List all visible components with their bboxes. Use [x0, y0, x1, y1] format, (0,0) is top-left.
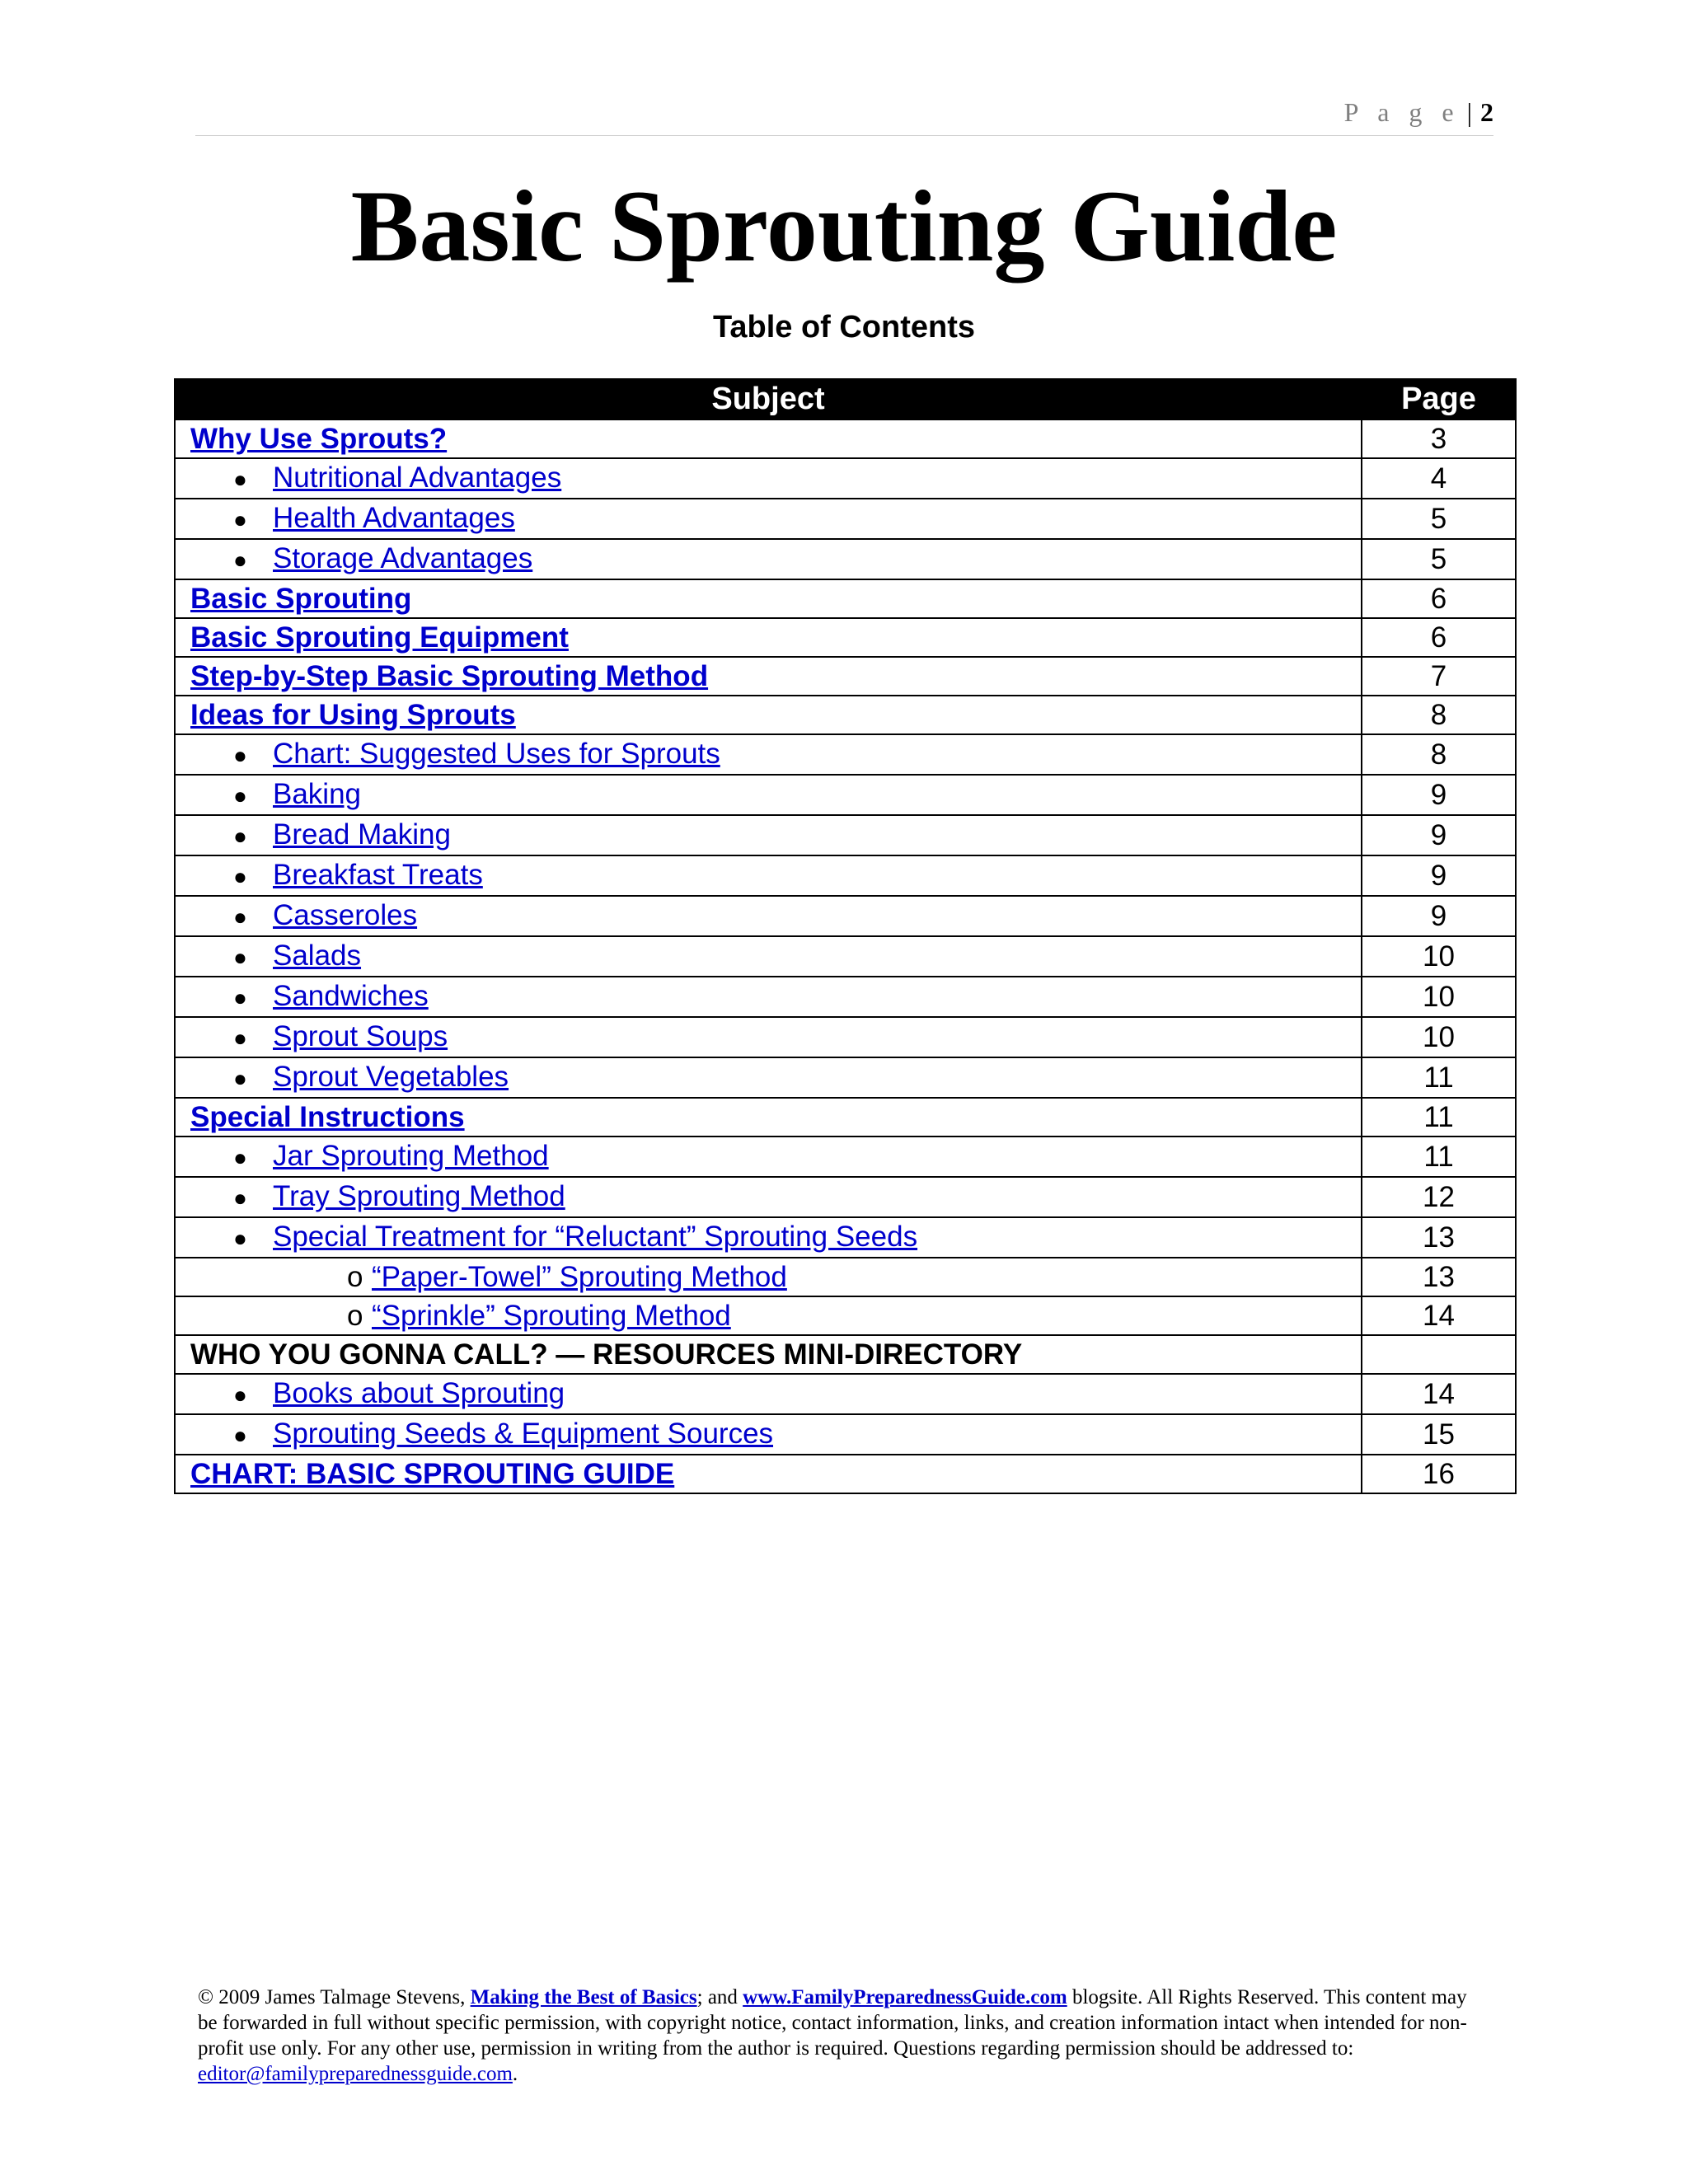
toc-page-cell: 13	[1362, 1217, 1516, 1258]
toc-subject-cell	[175, 1296, 1362, 1335]
toc-link[interactable]: CHART: BASIC SPROUTING GUIDE	[190, 1458, 675, 1490]
toc-page-cell: 9	[1362, 896, 1516, 936]
bullet-icon: ●	[233, 466, 247, 492]
table-row	[175, 855, 1516, 896]
toc-link[interactable]: Special Instructions	[190, 1101, 465, 1133]
column-header-subject: Subject	[175, 379, 1362, 419]
footer-text: blogsite. All Rights Reserved. This content may be forwarded in full without specific permission, with copyright notice, contact information, links, and creation information intact when intended for non-profit use only. For any other use, permission in writing from the author is required. Questions regarding permission should be addressed to:	[198, 1986, 1467, 2060]
toc-subject-cell	[175, 1335, 1362, 1374]
toc-subject-cell	[175, 499, 1362, 539]
bullet-icon: ●	[233, 1185, 247, 1211]
table-row	[175, 458, 1516, 499]
toc-subject-cell	[175, 855, 1362, 896]
toc-subject-cell	[175, 1217, 1362, 1258]
footer-text: .	[512, 2063, 518, 2085]
table-row	[175, 1137, 1516, 1177]
table-row	[175, 734, 1516, 775]
toc-subject-cell	[175, 1455, 1362, 1493]
table-row	[175, 1335, 1516, 1374]
copyright-footer	[198, 1985, 1484, 2087]
footer-book-link[interactable]: Making the Best of Basics	[470, 1986, 697, 2008]
table-row	[175, 1296, 1516, 1335]
bullet-icon: ●	[233, 743, 247, 768]
toc-link[interactable]: Breakfast Treats	[273, 859, 483, 891]
footer-website-link[interactable]: www.FamilyPreparednessGuide.com	[743, 1986, 1067, 2008]
toc-link[interactable]: Books about Sprouting	[273, 1377, 565, 1409]
toc-subject-cell	[175, 977, 1362, 1017]
toc-link[interactable]: Step-by-Step Basic Sprouting Method	[190, 660, 709, 692]
bullet-icon: ●	[233, 985, 247, 1010]
toc-link[interactable]: Health Advantages	[273, 502, 515, 534]
bullet-icon: ●	[233, 1145, 247, 1170]
toc-subject-cell	[175, 1258, 1362, 1296]
toc-subject-cell	[175, 1414, 1362, 1455]
toc-page-cell: 9	[1362, 855, 1516, 896]
toc-subject-cell	[175, 1374, 1362, 1414]
toc-link[interactable]: Storage Advantages	[273, 542, 533, 574]
table-row	[175, 896, 1516, 936]
toc-link[interactable]: Chart: Suggested Uses for Sprouts	[273, 738, 720, 770]
table-row	[175, 1455, 1516, 1493]
toc-page-cell: 6	[1362, 618, 1516, 657]
page-separator: |	[1466, 97, 1472, 127]
table-row	[175, 1177, 1516, 1217]
toc-page-cell: 9	[1362, 815, 1516, 855]
toc-subject-cell	[175, 815, 1362, 855]
table-of-contents	[174, 378, 1517, 1494]
toc-page-cell: 11	[1362, 1137, 1516, 1177]
table-row	[175, 1098, 1516, 1137]
bullet-icon: ●	[233, 1422, 247, 1448]
toc-subject-cell	[175, 1057, 1362, 1098]
toc-link[interactable]: Casseroles	[273, 899, 418, 931]
toc-page-cell: 5	[1362, 499, 1516, 539]
toc-link[interactable]: Special Treatment for “Reluctant” Sprouting Seeds	[273, 1221, 918, 1253]
toc-page-cell: 11	[1362, 1057, 1516, 1098]
toc-link[interactable]: Bread Making	[273, 818, 451, 851]
toc-link[interactable]: Why Use Sprouts?	[190, 423, 448, 455]
toc-subject-cell	[175, 1017, 1362, 1057]
toc-link[interactable]: Ideas for Using Sprouts	[190, 699, 516, 731]
toc-subject-cell	[175, 458, 1362, 499]
circle-bullet-icon: o	[347, 1261, 363, 1293]
table-row	[175, 419, 1516, 458]
toc-link[interactable]: Salads	[273, 940, 362, 972]
table-row	[175, 936, 1516, 977]
toc-page-cell: 11	[1362, 1098, 1516, 1137]
toc-link[interactable]: Sprout Soups	[273, 1020, 448, 1052]
footer-email-link[interactable]: editor@familypreparednessguide.com	[198, 2063, 513, 2085]
toc-page-cell: 6	[1362, 579, 1516, 618]
footer-text: © 2009 James Talmage Stevens,	[198, 1986, 471, 2008]
bullet-icon: ●	[233, 783, 247, 808]
table-row	[175, 815, 1516, 855]
bullet-icon: ●	[233, 904, 247, 930]
toc-subject-cell	[175, 1137, 1362, 1177]
toc-page-cell: 7	[1362, 657, 1516, 696]
toc-subject-cell	[175, 1177, 1362, 1217]
toc-page-cell: 4	[1362, 458, 1516, 499]
toc-page-cell: 15	[1362, 1414, 1516, 1455]
toc-page-cell: 13	[1362, 1258, 1516, 1296]
toc-link[interactable]: Jar Sprouting Method	[273, 1140, 549, 1172]
toc-subject-cell	[175, 657, 1362, 696]
table-row	[175, 977, 1516, 1017]
bullet-icon: ●	[233, 1066, 247, 1091]
table-row	[175, 1374, 1516, 1414]
table-row	[175, 1414, 1516, 1455]
table-row	[175, 1017, 1516, 1057]
table-row	[175, 539, 1516, 579]
table-row	[175, 579, 1516, 618]
toc-subject-cell	[175, 618, 1362, 657]
toc-link[interactable]: Basic Sprouting	[190, 583, 412, 615]
toc-page-cell: 8	[1362, 734, 1516, 775]
document-subtitle: Table of Contents	[712, 310, 976, 344]
toc-subject-cell	[175, 1098, 1362, 1137]
toc-page-cell: 10	[1362, 977, 1516, 1017]
toc-subject-cell	[175, 696, 1362, 734]
toc-page-cell: 9	[1362, 775, 1516, 815]
toc-link[interactable]: Sprouting Seeds & Equipment Sources	[273, 1418, 774, 1450]
table-row	[175, 775, 1516, 815]
toc-header-row	[175, 379, 1516, 419]
toc-page-cell: 5	[1362, 539, 1516, 579]
footer-text: ; and	[696, 1986, 743, 2008]
bullet-icon: ●	[233, 1382, 247, 1408]
page-header	[195, 97, 1493, 136]
toc-page-cell: 16	[1362, 1455, 1516, 1493]
toc-subject-cell	[175, 896, 1362, 936]
page-label: P a g e	[1343, 97, 1461, 127]
toc-subject-cell	[175, 539, 1362, 579]
table-row	[175, 499, 1516, 539]
toc-page-cell: 10	[1362, 936, 1516, 977]
table-row	[175, 1217, 1516, 1258]
toc-page-cell: 3	[1362, 419, 1516, 458]
toc-page-cell	[1362, 1335, 1516, 1374]
table-row	[175, 696, 1516, 734]
bullet-icon: ●	[233, 823, 247, 849]
toc-link[interactable]: Tray Sprouting Method	[273, 1180, 565, 1212]
toc-page-cell: 8	[1362, 696, 1516, 734]
bullet-icon: ●	[233, 1226, 247, 1251]
page-number: 2	[1480, 97, 1493, 127]
toc-page-cell: 14	[1362, 1296, 1516, 1335]
document-title: Basic Sprouting Guide	[350, 170, 1338, 283]
table-row	[175, 1057, 1516, 1098]
toc-link[interactable]: Baking	[273, 778, 362, 810]
toc-subject-cell	[175, 419, 1362, 458]
table-row	[175, 1258, 1516, 1296]
bullet-icon: ●	[233, 944, 247, 970]
toc-link[interactable]: Sandwiches	[273, 980, 429, 1012]
toc-section-heading: WHO YOU GONNA CALL? — RESOURCES MINI-DIRECTORY	[190, 1338, 1023, 1371]
toc-page-cell: 12	[1362, 1177, 1516, 1217]
toc-link[interactable]: “Sprinkle” Sprouting Method	[372, 1300, 731, 1332]
toc-subject-cell	[175, 775, 1362, 815]
toc-page-cell: 10	[1362, 1017, 1516, 1057]
toc-page-cell: 14	[1362, 1374, 1516, 1414]
toc-link[interactable]: Sprout Vegetables	[273, 1061, 509, 1093]
toc-link[interactable]: Basic Sprouting Equipment	[190, 621, 569, 654]
bullet-icon: ●	[233, 547, 247, 573]
bullet-icon: ●	[233, 864, 247, 889]
toc-subject-cell	[175, 734, 1362, 775]
toc-subject-cell	[175, 579, 1362, 618]
bullet-icon: ●	[233, 1025, 247, 1051]
table-row	[175, 618, 1516, 657]
toc-link[interactable]: Nutritional Advantages	[273, 462, 562, 494]
table-row	[175, 657, 1516, 696]
circle-bullet-icon: o	[347, 1300, 363, 1332]
toc-subject-cell	[175, 936, 1362, 977]
bullet-icon: ●	[233, 507, 247, 532]
column-header-page: Page	[1362, 379, 1516, 419]
toc-link[interactable]: “Paper-Towel” Sprouting Method	[372, 1261, 787, 1293]
